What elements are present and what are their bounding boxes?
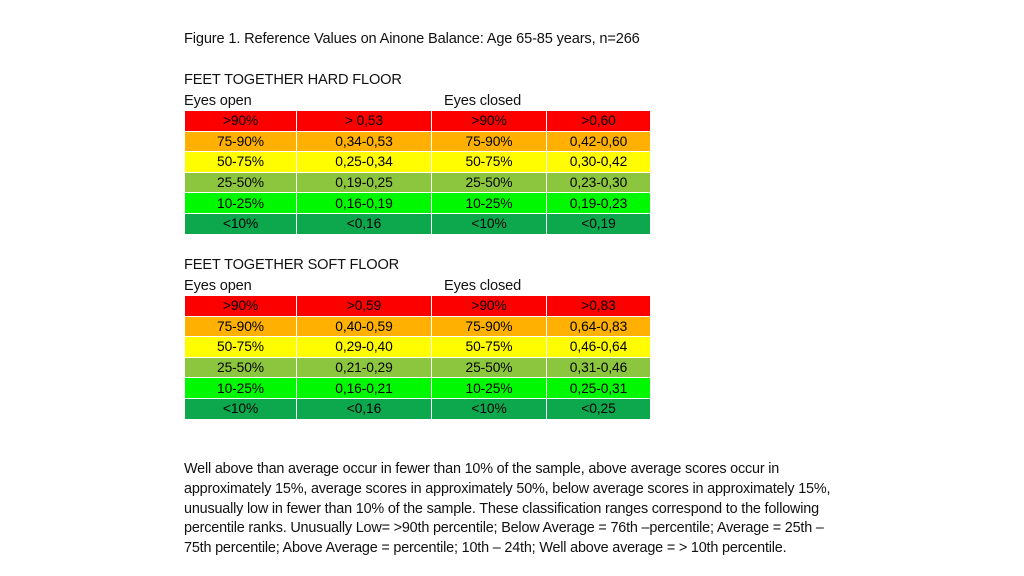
table-cell: <0,19 — [547, 213, 651, 234]
table-cell: <10% — [185, 398, 297, 419]
table-cell: 0,25-0,34 — [297, 152, 432, 173]
table-cell: 50-75% — [432, 337, 547, 358]
section-title-hard-floor: FEET TOGETHER HARD FLOOR — [184, 72, 402, 88]
table-cell: 50-75% — [432, 152, 547, 173]
table-cell: 10-25% — [185, 193, 297, 214]
table-cell: >90% — [432, 111, 547, 132]
reference-table-hard-floor — [184, 110, 651, 235]
column-header-row — [184, 278, 650, 295]
section-title-soft-floor: FEET TOGETHER SOFT FLOOR — [184, 257, 400, 273]
table-cell: > 0,53 — [297, 111, 432, 132]
table-cell: 10-25% — [185, 378, 297, 399]
column-header-eyes-open: Eyes open — [184, 278, 252, 294]
table-cell: 0,34-0,53 — [297, 131, 432, 152]
table-row — [185, 152, 651, 173]
table-cell: 0,46-0,64 — [547, 337, 651, 358]
table-cell: 0,42-0,60 — [547, 131, 651, 152]
table-row — [185, 172, 651, 193]
table-cell: 0,64-0,83 — [547, 316, 651, 337]
table-cell: >0,83 — [547, 296, 651, 317]
table-row — [185, 193, 651, 214]
column-header-eyes-open: Eyes open — [184, 93, 252, 109]
table-row — [185, 213, 651, 234]
column-header-row — [184, 93, 650, 110]
table-cell: <10% — [185, 213, 297, 234]
table-row — [185, 357, 651, 378]
table-cell: <10% — [432, 398, 547, 419]
table-cell: 75-90% — [185, 316, 297, 337]
table-cell: 50-75% — [185, 337, 297, 358]
column-header-eyes-closed: Eyes closed — [444, 278, 522, 294]
table-cell: >90% — [185, 296, 297, 317]
table-row — [185, 398, 651, 419]
reference-table-soft-floor — [184, 295, 651, 420]
table-cell: 0,16-0,21 — [297, 378, 432, 399]
figure-caption: Figure 1. Reference Values on Ainone Balance: Age 65-85 years, n=266 — [184, 31, 640, 47]
table-cell: 0,19-0,23 — [547, 193, 651, 214]
table-cell: 75-90% — [432, 316, 547, 337]
table-cell: 25-50% — [185, 172, 297, 193]
table-cell: 0,29-0,40 — [297, 337, 432, 358]
table-cell: 75-90% — [432, 131, 547, 152]
table-cell: 0,25-0,31 — [547, 378, 651, 399]
table-cell: 0,30-0,42 — [547, 152, 651, 173]
table-row — [185, 131, 651, 152]
table-cell: <0,16 — [297, 398, 432, 419]
table-cell: 0,31-0,46 — [547, 357, 651, 378]
table-cell: 0,16-0,19 — [297, 193, 432, 214]
table-cell: 25-50% — [185, 357, 297, 378]
table-cell: 0,21-0,29 — [297, 357, 432, 378]
table-cell: 25-50% — [432, 172, 547, 193]
table-cell: 50-75% — [185, 152, 297, 173]
table-row — [185, 316, 651, 337]
table-cell: 25-50% — [432, 357, 547, 378]
table-row — [185, 296, 651, 317]
table-cell: 10-25% — [432, 378, 547, 399]
table-row — [185, 378, 651, 399]
table-cell: 75-90% — [185, 131, 297, 152]
table-cell: 10-25% — [432, 193, 547, 214]
table-row — [185, 111, 651, 132]
classification-footnote: Well above than average occur in fewer than 10% of the sample, above average scores occur in approximately 15%, average scores in approximately 50%, below average scores in approximately 15%, unusually low in fewer than 10% of the sample. These classification ranges correspond to the following percentile ranks. Unusually Low= >90th percentile; Below Average = 76th –percentile; Average = 25th – 75th percentile; Above Average = percentile; 10th – 24th; Well above average = > 10th percentile. — [184, 461, 831, 557]
table-cell: 0,40-0,59 — [297, 316, 432, 337]
table-row — [185, 337, 651, 358]
table-cell: >0,60 — [547, 111, 651, 132]
table-cell: <0,16 — [297, 213, 432, 234]
table-cell: <0,25 — [547, 398, 651, 419]
table-cell: 0,19-0,25 — [297, 172, 432, 193]
table-cell: <10% — [432, 213, 547, 234]
column-header-eyes-closed: Eyes closed — [444, 93, 522, 109]
table-cell: >0,59 — [297, 296, 432, 317]
table-cell: >90% — [432, 296, 547, 317]
table-cell: >90% — [185, 111, 297, 132]
table-cell: 0,23-0,30 — [547, 172, 651, 193]
